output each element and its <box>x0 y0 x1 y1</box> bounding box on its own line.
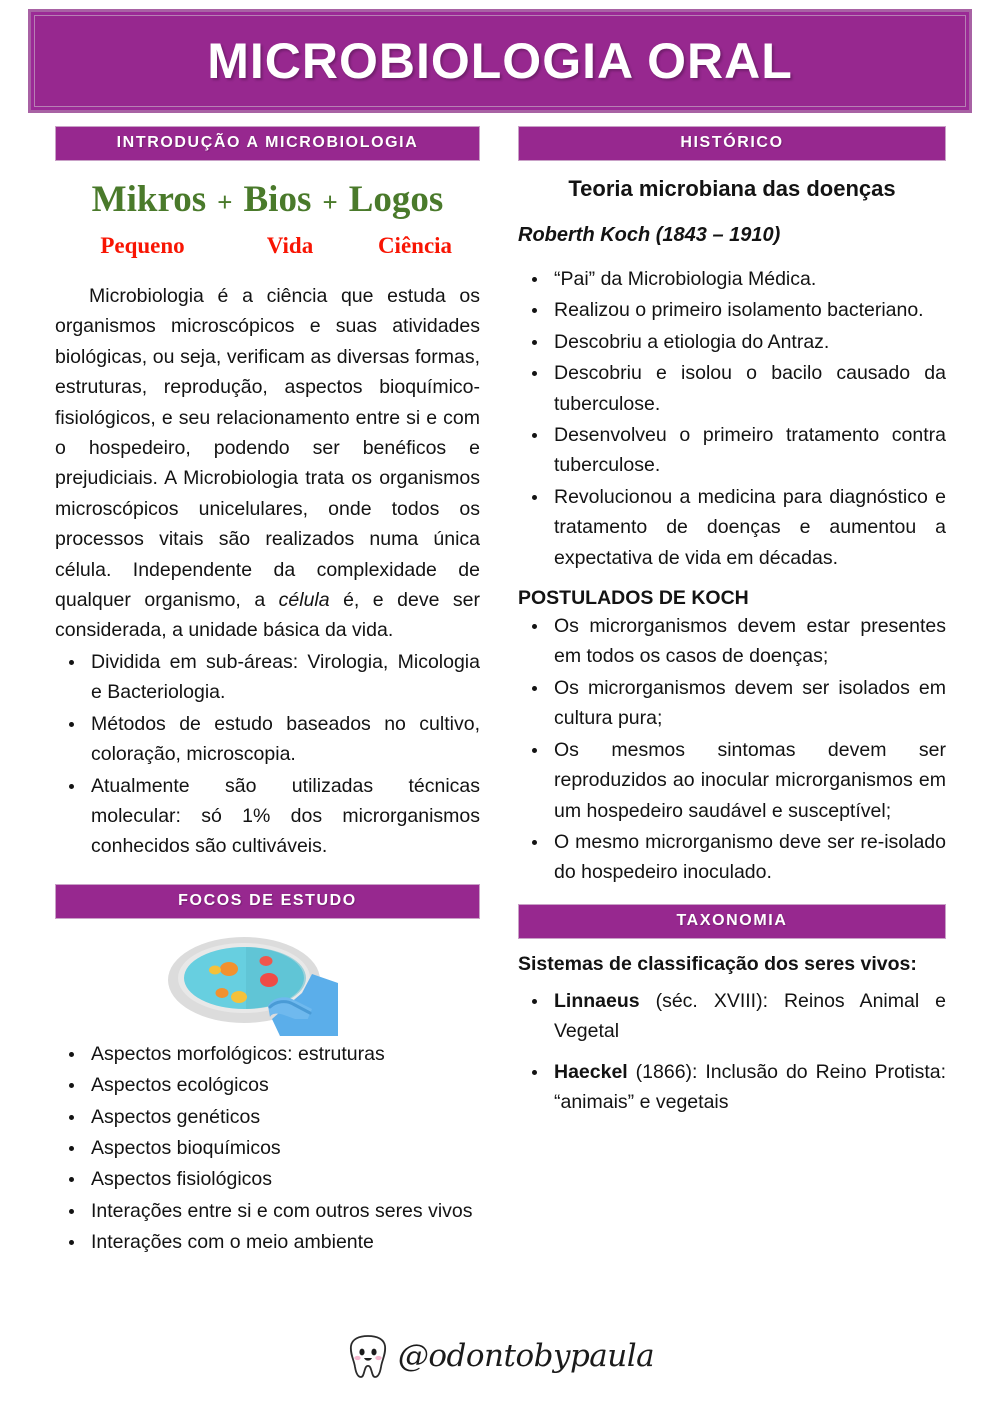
list-item: Aspectos morfológicos: estruturas <box>55 1039 480 1069</box>
list-item: Aspectos fisiológicos <box>55 1164 480 1194</box>
intro-bullet-list <box>55 647 480 862</box>
tooth-face-icon <box>346 1332 390 1380</box>
section-header-focos-de-estudo-label: FOCOS DE ESTUDO <box>178 891 357 909</box>
section-header-introducao-label: INTRODUÇÃO A MICROBIOLOGIA <box>116 134 419 151</box>
list-item: Interações com o meio ambiente <box>55 1227 480 1257</box>
list-item: Aspectos ecológicos <box>55 1070 480 1100</box>
petri-dish-with-gloved-hand-icon <box>160 933 375 1038</box>
list-item: Descobriu e isolou o bacilo causado da tuberculose. <box>518 358 946 419</box>
section-header-introducao <box>55 126 480 161</box>
section-header-historico <box>518 126 946 161</box>
list-item: Descobriu a etiologia do Antraz. <box>518 327 946 357</box>
etymology-word-2: Bios <box>243 179 312 220</box>
intro-paragraph-emphasis: célula <box>278 589 330 612</box>
instagram-handle: @odontobypaula <box>397 1338 655 1374</box>
list-item: Dividida em sub-áreas: Virologia, Micologia e Bacteriologia. <box>55 647 480 708</box>
historico-bullet-list <box>518 264 946 573</box>
list-item: Interações entre si e com outros seres vivos <box>55 1196 480 1226</box>
historico-subtitle: Teoria microbiana das doenças <box>568 176 896 201</box>
list-item <box>518 986 946 1047</box>
postulados-bullet-list <box>518 611 946 888</box>
section-header-historico-label: HISTÓRICO <box>680 134 784 151</box>
page-title: MICROBIOLOGIA ORAL <box>207 33 793 89</box>
etymology-meanings <box>55 233 480 259</box>
petri-dish-illustration-wrap <box>55 933 480 1038</box>
list-item: Os microrganismos devem ser isolados em cultura pura; <box>518 673 946 734</box>
list-item: Desenvolveu o primeiro tratamento contra tuberculose. <box>518 420 946 481</box>
etymology-word-3: Logos <box>348 179 444 220</box>
list-item: Revolucionou a medicina para diagnóstico e tratamento de doenças e aumentou a expectativa de vida em décadas. <box>518 482 946 573</box>
taxonomia-list <box>518 986 946 1118</box>
postulados-title: POSTULADOS DE KOCH <box>518 587 749 610</box>
etymology-meaning-2: Vida <box>266 233 314 258</box>
section-header-taxonomia <box>518 904 946 939</box>
list-item: Os mesmos sintomas devem ser reproduzidos ao inocular microrganismos em um hospedeiro saudável e susceptível; <box>518 735 946 826</box>
taxonomia-entry-text: (séc. XVIII): Reinos Animal e Vegetal <box>554 989 946 1043</box>
etymology-words <box>55 178 480 221</box>
intro-paragraph-part1: Microbiologia é a ciência que estuda os organismos microscópicos e suas atividades biológicas, ou seja, verificam as diversas formas, estruturas, reprodução, aspectos bioquímico-fisiológicos, e seu relacionamento entre si e com o hospedeiro, podendo ser benéficos e prejudiciais. A Microbiologia trata os organismos microscópicos unicelulares, onde todos os processos vitais são realizados numa única célula. Independente da complexidade de qualquer organismo, a <box>55 285 480 612</box>
list-item: Atualmente são utilizadas técnicas molecular: só 1% dos microrganismos conhecidos são cultiváveis. <box>55 771 480 862</box>
left-column <box>55 126 480 1258</box>
etymology-word-1: Mikros <box>91 179 207 220</box>
right-column <box>518 126 946 1117</box>
list-item: Métodos de estudo baseados no cultivo, coloração, microscopia. <box>55 709 480 770</box>
historico-person: Roberth Koch (1843 – 1910) <box>518 224 781 246</box>
list-item: Os microrganismos devem estar presentes em todos os casos de doenças; <box>518 611 946 672</box>
list-item: “Pai” da Microbiologia Médica. <box>518 264 946 294</box>
list-item: Aspectos genéticos <box>55 1102 480 1132</box>
page-title-banner-inner <box>34 15 966 107</box>
section-header-taxonomia-label: TAXONOMIA <box>676 911 788 929</box>
etymology-plus-2: + <box>322 187 338 217</box>
intro-paragraph <box>55 281 480 646</box>
taxonomia-entry-name: Haeckel <box>554 1060 628 1083</box>
taxonomia-entry-text: (1866): Inclusão do Reino Protista: “animais” e vegetais <box>554 1060 946 1113</box>
section-header-focos-de-estudo <box>55 884 480 919</box>
list-item: Realizou o primeiro isolamento bacteriano. <box>518 295 946 325</box>
taxonomia-entry-name: Linnaeus <box>554 989 640 1012</box>
list-item: Aspectos bioquímicos <box>55 1133 480 1163</box>
list-item: O mesmo microrganismo deve ser re-isolado do hospedeiro inoculado. <box>518 827 946 888</box>
taxonomia-subtitle: Sistemas de classificação dos seres vivos: <box>518 952 917 975</box>
intro-paragraph-part2: é, e deve ser considerada, a unidade básica da vida. <box>55 589 480 642</box>
page-title-banner <box>28 9 972 113</box>
etymology-plus-1: + <box>217 187 233 217</box>
footer-signature <box>0 1332 1000 1380</box>
etymology-meaning-3: Ciência <box>377 233 453 258</box>
focos-bullet-list <box>55 1039 480 1258</box>
list-item <box>518 1057 946 1118</box>
etymology-meaning-1: Pequeno <box>100 233 185 258</box>
